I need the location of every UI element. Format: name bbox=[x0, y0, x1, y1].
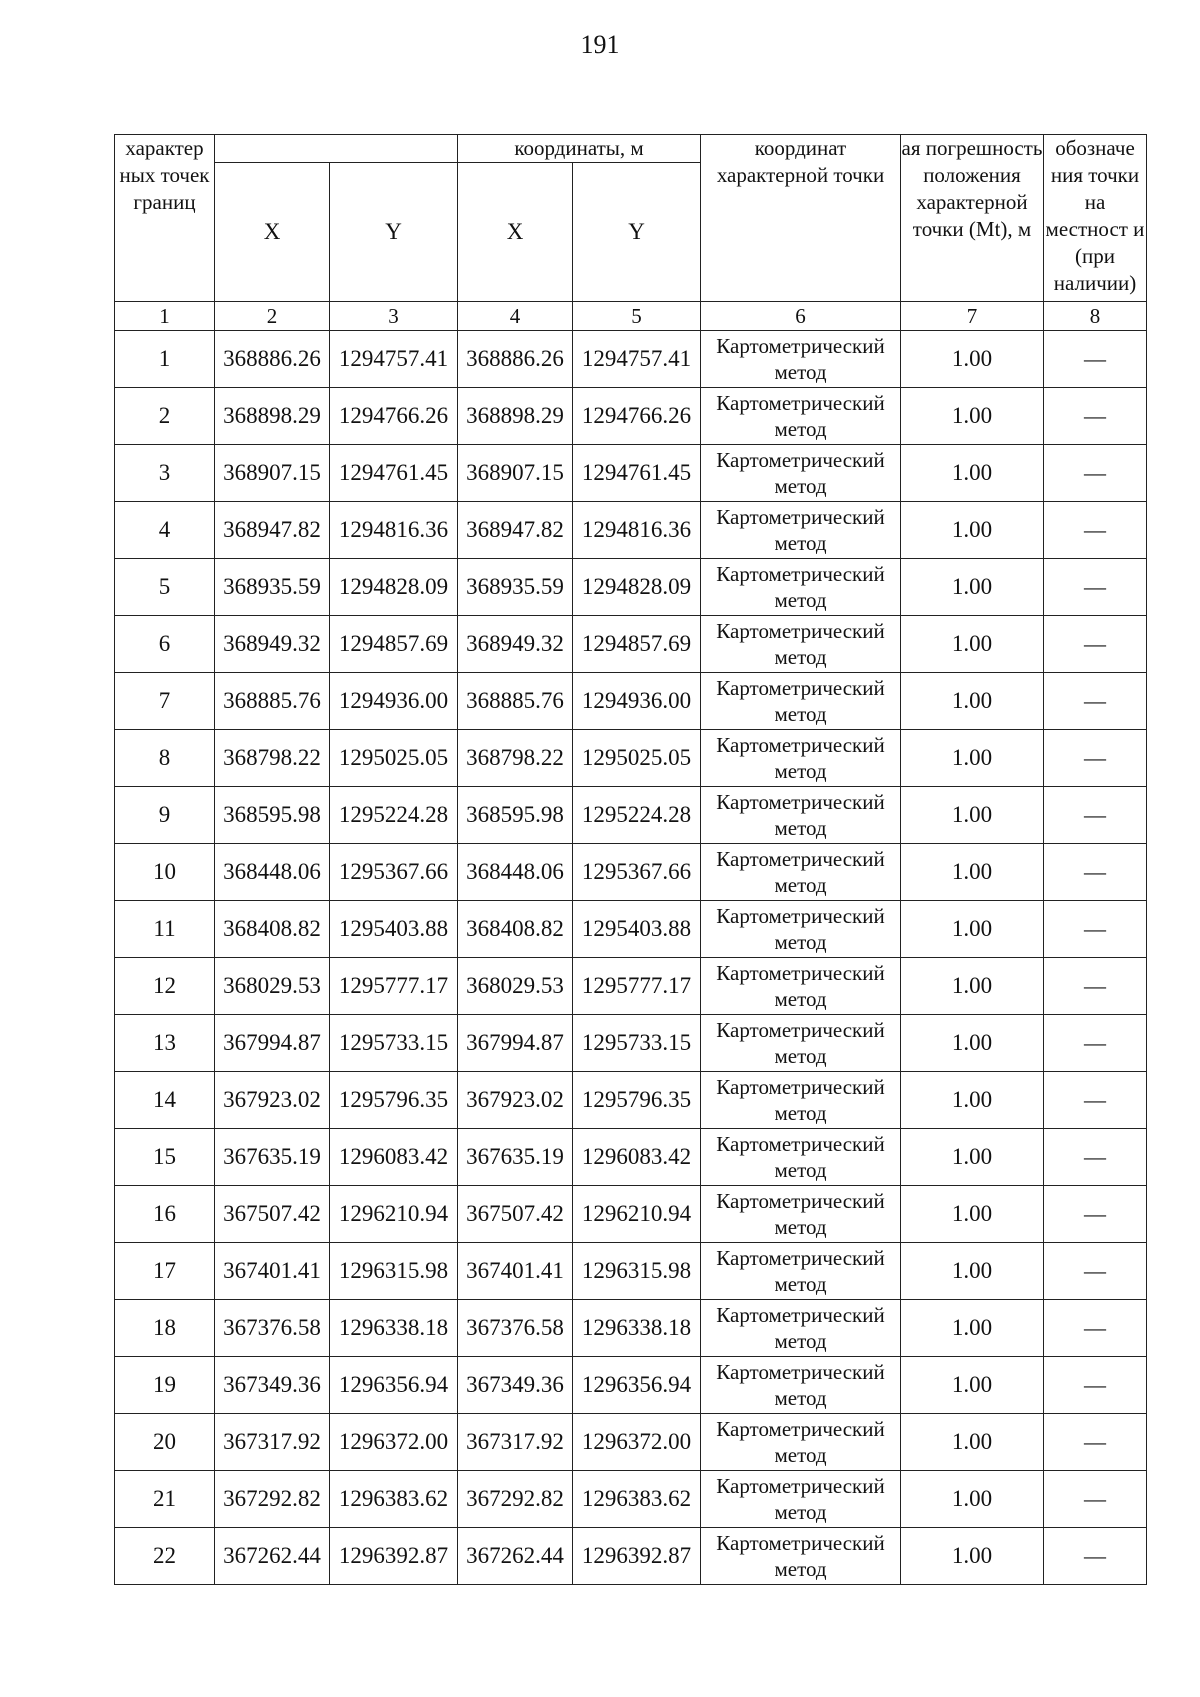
method-cell: Картометрический метод bbox=[701, 445, 901, 502]
method-cell: Картометрический метод bbox=[701, 331, 901, 388]
coordinates-table bbox=[114, 134, 1147, 1585]
method-cell: Картометрический метод bbox=[701, 616, 901, 673]
point-number-cell: 16 bbox=[115, 1186, 215, 1243]
x-coord-cell: 367262.44 bbox=[215, 1528, 330, 1585]
designation-cell: — bbox=[1044, 1414, 1147, 1471]
x-coord-cell: 368408.82 bbox=[215, 901, 330, 958]
designation-cell: — bbox=[1044, 901, 1147, 958]
column-number: 5 bbox=[573, 302, 701, 331]
accuracy-cell: 1.00 bbox=[901, 1357, 1044, 1414]
designation-cell: — bbox=[1044, 331, 1147, 388]
header-x-2: X bbox=[458, 163, 573, 302]
y-coord-cell: 1296338.18 bbox=[330, 1300, 458, 1357]
y-coord-cell: 1296210.94 bbox=[330, 1186, 458, 1243]
column-number: 4 bbox=[458, 302, 573, 331]
designation-cell: — bbox=[1044, 787, 1147, 844]
accuracy-cell: 1.00 bbox=[901, 445, 1044, 502]
header-cell-method: координат характерной точки bbox=[701, 135, 901, 302]
x-coord-cell: 367635.19 bbox=[215, 1129, 330, 1186]
designation-cell: — bbox=[1044, 502, 1147, 559]
x-coord-cell: 368949.32 bbox=[215, 616, 330, 673]
column-number-row bbox=[115, 302, 1147, 331]
designation-cell: — bbox=[1044, 844, 1147, 901]
y-coord-cell: 1294936.00 bbox=[330, 673, 458, 730]
accuracy-cell: 1.00 bbox=[901, 1129, 1044, 1186]
accuracy-cell: 1.00 bbox=[901, 673, 1044, 730]
y-coord-cell: 1295403.88 bbox=[573, 901, 701, 958]
y-coord-cell: 1295733.15 bbox=[573, 1015, 701, 1072]
point-number-cell: 4 bbox=[115, 502, 215, 559]
x-coord-cell: 367635.19 bbox=[458, 1129, 573, 1186]
table-row bbox=[115, 445, 1147, 502]
table-row bbox=[115, 1243, 1147, 1300]
method-cell: Картометрический метод bbox=[701, 730, 901, 787]
designation-cell: — bbox=[1044, 445, 1147, 502]
x-coord-cell: 367994.87 bbox=[458, 1015, 573, 1072]
method-cell: Картометрический метод bbox=[701, 1186, 901, 1243]
accuracy-cell: 1.00 bbox=[901, 1072, 1044, 1129]
table-row bbox=[115, 958, 1147, 1015]
x-coord-cell: 368907.15 bbox=[458, 445, 573, 502]
column-number: 7 bbox=[901, 302, 1044, 331]
x-coord-cell: 367317.92 bbox=[215, 1414, 330, 1471]
table-row bbox=[115, 616, 1147, 673]
table-row bbox=[115, 1528, 1147, 1585]
table-row bbox=[115, 1186, 1147, 1243]
accuracy-cell: 1.00 bbox=[901, 502, 1044, 559]
accuracy-cell: 1.00 bbox=[901, 331, 1044, 388]
x-coord-cell: 367349.36 bbox=[458, 1357, 573, 1414]
table-row bbox=[115, 388, 1147, 445]
y-coord-cell: 1296083.42 bbox=[573, 1129, 701, 1186]
header-x-1: X bbox=[215, 163, 330, 302]
table-row bbox=[115, 1357, 1147, 1414]
x-coord-cell: 368886.26 bbox=[215, 331, 330, 388]
header-y-2: Y bbox=[573, 163, 701, 302]
x-coord-cell: 368595.98 bbox=[215, 787, 330, 844]
x-coord-cell: 368408.82 bbox=[458, 901, 573, 958]
method-cell: Картометрический метод bbox=[701, 958, 901, 1015]
designation-cell: — bbox=[1044, 1471, 1147, 1528]
point-number-cell: 1 bbox=[115, 331, 215, 388]
y-coord-cell: 1295777.17 bbox=[330, 958, 458, 1015]
x-coord-cell: 367262.44 bbox=[458, 1528, 573, 1585]
x-coord-cell: 367349.36 bbox=[215, 1357, 330, 1414]
accuracy-cell: 1.00 bbox=[901, 1300, 1044, 1357]
designation-cell: — bbox=[1044, 1072, 1147, 1129]
header-y-1: Y bbox=[330, 163, 458, 302]
accuracy-cell: 1.00 bbox=[901, 844, 1044, 901]
y-coord-cell: 1294828.09 bbox=[573, 559, 701, 616]
y-coord-cell: 1295403.88 bbox=[330, 901, 458, 958]
table-row bbox=[115, 901, 1147, 958]
point-number-cell: 21 bbox=[115, 1471, 215, 1528]
accuracy-cell: 1.00 bbox=[901, 1243, 1044, 1300]
y-coord-cell: 1296392.87 bbox=[573, 1528, 701, 1585]
x-coord-cell: 367507.42 bbox=[458, 1186, 573, 1243]
header-cell-designation: обозначе ния точки на местност и (при наличии) bbox=[1044, 135, 1147, 302]
table-row bbox=[115, 844, 1147, 901]
y-coord-cell: 1294936.00 bbox=[573, 673, 701, 730]
point-number-cell: 20 bbox=[115, 1414, 215, 1471]
y-coord-cell: 1294816.36 bbox=[573, 502, 701, 559]
point-number-cell: 3 bbox=[115, 445, 215, 502]
point-number-cell: 2 bbox=[115, 388, 215, 445]
designation-cell: — bbox=[1044, 1243, 1147, 1300]
designation-cell: — bbox=[1044, 388, 1147, 445]
designation-cell: — bbox=[1044, 673, 1147, 730]
designation-cell: — bbox=[1044, 1528, 1147, 1585]
accuracy-cell: 1.00 bbox=[901, 1414, 1044, 1471]
method-cell: Картометрический метод bbox=[701, 1357, 901, 1414]
table-row bbox=[115, 1471, 1147, 1528]
method-cell: Картометрический метод bbox=[701, 673, 901, 730]
designation-cell: — bbox=[1044, 616, 1147, 673]
x-coord-cell: 368798.22 bbox=[458, 730, 573, 787]
point-number-cell: 12 bbox=[115, 958, 215, 1015]
designation-cell: — bbox=[1044, 730, 1147, 787]
y-coord-cell: 1295224.28 bbox=[330, 787, 458, 844]
y-coord-cell: 1294757.41 bbox=[573, 331, 701, 388]
header-cell-accuracy: ая погрешность положения характерной точки (Mt), м bbox=[901, 135, 1044, 302]
table-row bbox=[115, 787, 1147, 844]
column-number: 2 bbox=[215, 302, 330, 331]
x-coord-cell: 368907.15 bbox=[215, 445, 330, 502]
table-row bbox=[115, 730, 1147, 787]
x-coord-cell: 368029.53 bbox=[458, 958, 573, 1015]
x-coord-cell: 367376.58 bbox=[215, 1300, 330, 1357]
point-number-cell: 18 bbox=[115, 1300, 215, 1357]
point-number-cell: 19 bbox=[115, 1357, 215, 1414]
y-coord-cell: 1295025.05 bbox=[330, 730, 458, 787]
y-coord-cell: 1294857.69 bbox=[573, 616, 701, 673]
y-coord-cell: 1296372.00 bbox=[330, 1414, 458, 1471]
table-row bbox=[115, 502, 1147, 559]
method-cell: Картометрический метод bbox=[701, 901, 901, 958]
x-coord-cell: 368448.06 bbox=[458, 844, 573, 901]
x-coord-cell: 368885.76 bbox=[215, 673, 330, 730]
x-coord-cell: 367401.41 bbox=[215, 1243, 330, 1300]
table-row bbox=[115, 1129, 1147, 1186]
designation-cell: — bbox=[1044, 559, 1147, 616]
accuracy-cell: 1.00 bbox=[901, 1471, 1044, 1528]
x-coord-cell: 367376.58 bbox=[458, 1300, 573, 1357]
point-number-cell: 14 bbox=[115, 1072, 215, 1129]
point-number-cell: 9 bbox=[115, 787, 215, 844]
x-coord-cell: 367292.82 bbox=[215, 1471, 330, 1528]
y-coord-cell: 1295777.17 bbox=[573, 958, 701, 1015]
y-coord-cell: 1295733.15 bbox=[330, 1015, 458, 1072]
y-coord-cell: 1294761.45 bbox=[330, 445, 458, 502]
table-row bbox=[115, 1015, 1147, 1072]
designation-cell: — bbox=[1044, 958, 1147, 1015]
x-coord-cell: 368935.59 bbox=[458, 559, 573, 616]
x-coord-cell: 368898.29 bbox=[215, 388, 330, 445]
y-coord-cell: 1296356.94 bbox=[573, 1357, 701, 1414]
x-coord-cell: 368947.82 bbox=[458, 502, 573, 559]
y-coord-cell: 1295025.05 bbox=[573, 730, 701, 787]
point-number-cell: 8 bbox=[115, 730, 215, 787]
y-coord-cell: 1295796.35 bbox=[330, 1072, 458, 1129]
y-coord-cell: 1296210.94 bbox=[573, 1186, 701, 1243]
accuracy-cell: 1.00 bbox=[901, 1186, 1044, 1243]
x-coord-cell: 367994.87 bbox=[215, 1015, 330, 1072]
y-coord-cell: 1296392.87 bbox=[330, 1528, 458, 1585]
y-coord-cell: 1296383.62 bbox=[330, 1471, 458, 1528]
point-number-cell: 10 bbox=[115, 844, 215, 901]
accuracy-cell: 1.00 bbox=[901, 958, 1044, 1015]
method-cell: Картометрический метод bbox=[701, 1471, 901, 1528]
y-coord-cell: 1294816.36 bbox=[330, 502, 458, 559]
table-row bbox=[115, 331, 1147, 388]
table-row bbox=[115, 1414, 1147, 1471]
column-number: 3 bbox=[330, 302, 458, 331]
x-coord-cell: 367923.02 bbox=[215, 1072, 330, 1129]
method-cell: Картометрический метод bbox=[701, 1243, 901, 1300]
point-number-cell: 5 bbox=[115, 559, 215, 616]
table-row bbox=[115, 673, 1147, 730]
accuracy-cell: 1.00 bbox=[901, 730, 1044, 787]
y-coord-cell: 1294757.41 bbox=[330, 331, 458, 388]
y-coord-cell: 1296338.18 bbox=[573, 1300, 701, 1357]
header-cell-coords-empty bbox=[215, 135, 458, 163]
y-coord-cell: 1294766.26 bbox=[573, 388, 701, 445]
x-coord-cell: 368029.53 bbox=[215, 958, 330, 1015]
method-cell: Картометрический метод bbox=[701, 1528, 901, 1585]
column-number: 8 bbox=[1044, 302, 1147, 331]
x-coord-cell: 368798.22 bbox=[215, 730, 330, 787]
designation-cell: — bbox=[1044, 1300, 1147, 1357]
x-coord-cell: 367923.02 bbox=[458, 1072, 573, 1129]
y-coord-cell: 1296356.94 bbox=[330, 1357, 458, 1414]
header-row bbox=[115, 135, 1147, 163]
y-coord-cell: 1296083.42 bbox=[330, 1129, 458, 1186]
designation-cell: — bbox=[1044, 1129, 1147, 1186]
table-body bbox=[115, 135, 1147, 1585]
y-coord-cell: 1294857.69 bbox=[330, 616, 458, 673]
designation-cell: — bbox=[1044, 1357, 1147, 1414]
x-coord-cell: 368935.59 bbox=[215, 559, 330, 616]
x-coord-cell: 368898.29 bbox=[458, 388, 573, 445]
accuracy-cell: 1.00 bbox=[901, 616, 1044, 673]
method-cell: Картометрический метод bbox=[701, 1072, 901, 1129]
accuracy-cell: 1.00 bbox=[901, 901, 1044, 958]
column-number: 1 bbox=[115, 302, 215, 331]
y-coord-cell: 1294828.09 bbox=[330, 559, 458, 616]
table-row bbox=[115, 1300, 1147, 1357]
x-coord-cell: 368448.06 bbox=[215, 844, 330, 901]
y-coord-cell: 1295367.66 bbox=[330, 844, 458, 901]
x-coord-cell: 368595.98 bbox=[458, 787, 573, 844]
y-coord-cell: 1296315.98 bbox=[330, 1243, 458, 1300]
y-coord-cell: 1296315.98 bbox=[573, 1243, 701, 1300]
method-cell: Картометрический метод bbox=[701, 1015, 901, 1072]
accuracy-cell: 1.00 bbox=[901, 559, 1044, 616]
y-coord-cell: 1296372.00 bbox=[573, 1414, 701, 1471]
accuracy-cell: 1.00 bbox=[901, 787, 1044, 844]
table-row bbox=[115, 1072, 1147, 1129]
header-cell-points: характер ных точек границ bbox=[115, 135, 215, 302]
x-coord-cell: 367507.42 bbox=[215, 1186, 330, 1243]
method-cell: Картометрический метод bbox=[701, 1300, 901, 1357]
header-cell-coords: координаты, м bbox=[458, 135, 701, 163]
table-row bbox=[115, 559, 1147, 616]
method-cell: Картометрический метод bbox=[701, 388, 901, 445]
column-number: 6 bbox=[701, 302, 901, 331]
x-coord-cell: 367292.82 bbox=[458, 1471, 573, 1528]
x-coord-cell: 368949.32 bbox=[458, 616, 573, 673]
y-coord-cell: 1294766.26 bbox=[330, 388, 458, 445]
method-cell: Картометрический метод bbox=[701, 1129, 901, 1186]
method-cell: Картометрический метод bbox=[701, 559, 901, 616]
method-cell: Картометрический метод bbox=[701, 502, 901, 559]
point-number-cell: 15 bbox=[115, 1129, 215, 1186]
designation-cell: — bbox=[1044, 1186, 1147, 1243]
method-cell: Картометрический метод bbox=[701, 1414, 901, 1471]
point-number-cell: 7 bbox=[115, 673, 215, 730]
x-coord-cell: 367317.92 bbox=[458, 1414, 573, 1471]
x-coord-cell: 368886.26 bbox=[458, 331, 573, 388]
x-coord-cell: 368885.76 bbox=[458, 673, 573, 730]
y-coord-cell: 1295796.35 bbox=[573, 1072, 701, 1129]
accuracy-cell: 1.00 bbox=[901, 1015, 1044, 1072]
accuracy-cell: 1.00 bbox=[901, 1528, 1044, 1585]
method-cell: Картометрический метод bbox=[701, 787, 901, 844]
point-number-cell: 13 bbox=[115, 1015, 215, 1072]
designation-cell: — bbox=[1044, 1015, 1147, 1072]
method-cell: Картометрический метод bbox=[701, 844, 901, 901]
x-coord-cell: 368947.82 bbox=[215, 502, 330, 559]
point-number-cell: 11 bbox=[115, 901, 215, 958]
y-coord-cell: 1294761.45 bbox=[573, 445, 701, 502]
accuracy-cell: 1.00 bbox=[901, 388, 1044, 445]
y-coord-cell: 1295367.66 bbox=[573, 844, 701, 901]
point-number-cell: 17 bbox=[115, 1243, 215, 1300]
point-number-cell: 22 bbox=[115, 1528, 215, 1585]
page-number: 191 bbox=[580, 30, 620, 59]
y-coord-cell: 1295224.28 bbox=[573, 787, 701, 844]
x-coord-cell: 367401.41 bbox=[458, 1243, 573, 1300]
y-coord-cell: 1296383.62 bbox=[573, 1471, 701, 1528]
point-number-cell: 6 bbox=[115, 616, 215, 673]
